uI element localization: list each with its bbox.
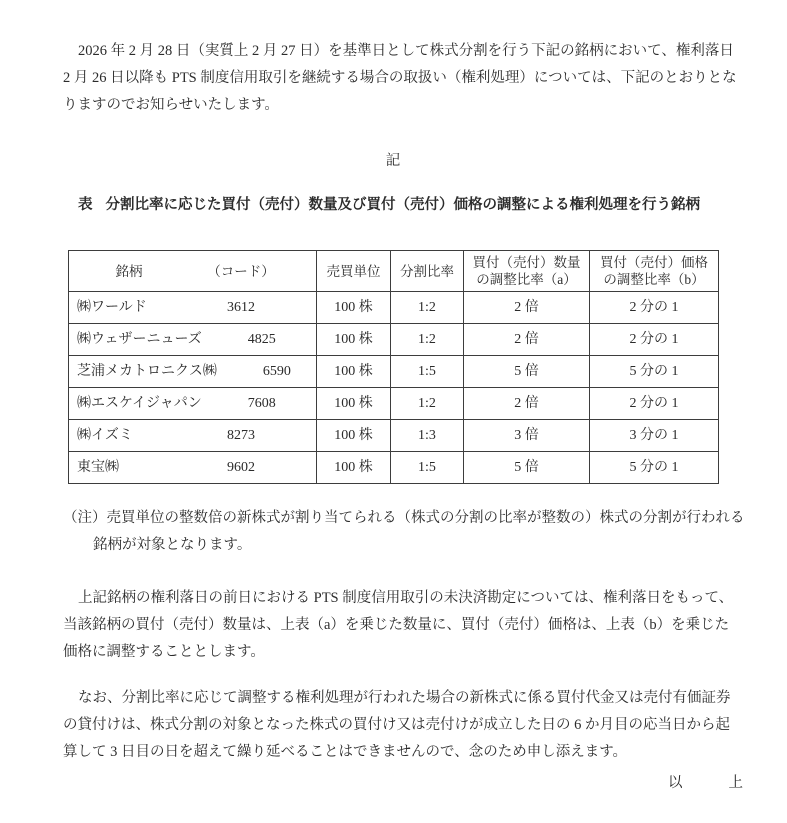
body-line: の貸付けは、株式分割の対象となった株式の買付け又は売付けが成立した日の 6 か月目の応当日から起 (63, 717, 730, 733)
header-qty-line1: 買付（売付）数量 (472, 255, 581, 270)
stock-code: 8273 (227, 428, 255, 443)
stock-code: 6590 (262, 364, 291, 379)
intro-line: 2026 年 2 月 28 日（実質上 2 月 27 日）を基準日として株式分割を行う下記の銘柄において、権利落日 (78, 43, 734, 59)
cell-qty: 2 倍 (464, 324, 590, 356)
cell-qty: 5 倍 (464, 452, 590, 484)
cell-name-code (69, 388, 317, 420)
stock-code: 4825 (247, 332, 276, 347)
stock-name: ㈱ワールド (77, 300, 147, 315)
stock-name: 芝浦メカトロニクス㈱ (77, 364, 217, 379)
closing-char: 上 (728, 775, 743, 791)
closing-char: 以 (668, 775, 683, 791)
header-qty-adjust (464, 251, 590, 292)
cell-name-code (69, 292, 317, 324)
cell-unit: 100 株 (317, 356, 391, 388)
cell-price: 5 分の 1 (590, 356, 719, 388)
table-caption-prefix: 表 (78, 197, 93, 213)
closing-ijou (63, 770, 743, 797)
cell-qty: 2 倍 (464, 292, 590, 324)
stock-name: ㈱ウェザーニューズ (77, 332, 202, 347)
table-row (69, 356, 719, 388)
cell-ratio: 1:3 (391, 420, 464, 452)
header-name-code (69, 251, 317, 292)
cell-price: 2 分の 1 (590, 292, 719, 324)
header-qty-line2: の調整比率（a） (476, 272, 577, 287)
cell-price: 2 分の 1 (590, 388, 719, 420)
table-caption-text: 分割比率に応じた買付（売付）数量及び買付（売付）価格の調整による権利処理を行う銘柄 (105, 197, 700, 213)
body-line: 上記銘柄の権利落日の前日における PTS 制度信用取引の未決済勘定については、権利落日をもって、 (78, 590, 734, 606)
cell-name-code (69, 356, 317, 388)
cell-unit: 100 株 (317, 292, 391, 324)
table-row (69, 324, 719, 356)
cell-ratio: 1:2 (391, 388, 464, 420)
header-code-label: （コード） (207, 263, 275, 279)
body-paragraph-2 (63, 585, 734, 666)
header-price-adjust (590, 251, 719, 292)
cell-ratio: 1:2 (391, 292, 464, 324)
table-caption (63, 192, 725, 219)
cell-unit: 100 株 (317, 452, 391, 484)
note-line: 銘柄が対象となります。 (93, 537, 252, 553)
stock-name: ㈱エスケイジャパン (77, 396, 202, 411)
section-marker-ki: 記 (385, 153, 403, 169)
cell-qty: 5 倍 (464, 356, 590, 388)
header-price-line1: 買付（売付）価格 (600, 255, 708, 270)
table-row (69, 452, 719, 484)
closing-gap (683, 770, 729, 797)
cell-qty: 2 倍 (464, 388, 590, 420)
cell-name-code (69, 324, 317, 356)
note-line: （注）売買単位の整数倍の新株式が割り当てられる（株式の分割の比率が整数の）株式の分割が行われる (63, 510, 745, 526)
cell-name-code (69, 420, 317, 452)
cell-qty: 3 倍 (464, 420, 590, 452)
intro-line: 2 月 26 日以降も PTS 制度信用取引を継続する場合の取扱い（権利処理）については、下記のとおりとな (63, 70, 737, 86)
cell-ratio: 1:5 (391, 356, 464, 388)
cell-ratio: 1:2 (391, 324, 464, 356)
body-line: 当該銘柄の買付（売付）数量は、上表（a）を乗じた数量に、買付（売付）価格は、上表（b）を乗じた (63, 617, 730, 633)
header-unit: 売買単位 (317, 251, 391, 292)
header-split-ratio: 分割比率 (391, 251, 464, 292)
cell-price: 2 分の 1 (590, 324, 719, 356)
cell-name-code (69, 452, 317, 484)
header-name-label: 銘柄 (115, 263, 143, 279)
table-row (69, 292, 719, 324)
table-row (69, 388, 719, 420)
table-row (69, 420, 719, 452)
body-line: なお、分割比率に応じて調整する権利処理が行われた場合の新株式に係る買付代金又は売付有価証券 (78, 690, 731, 706)
cell-price: 5 分の 1 (590, 452, 719, 484)
cell-ratio: 1:5 (391, 452, 464, 484)
stock-name: 東宝㈱ (77, 460, 119, 475)
securities-table (68, 250, 719, 484)
intro-line: りますのでお知らせいたします。 (63, 97, 279, 113)
intro-paragraph (63, 38, 737, 119)
stock-name: ㈱イズミ (77, 428, 133, 443)
stock-code: 7608 (247, 396, 276, 411)
table-header-row (69, 251, 719, 292)
body-line: 算して 3 日目の日を超えて繰り延べることはできませんので、念のため申し添えます。 (63, 744, 628, 760)
cell-price: 3 分の 1 (590, 420, 719, 452)
header-price-line2: の調整比率（b） (603, 272, 705, 287)
cell-unit: 100 株 (317, 420, 391, 452)
cell-unit: 100 株 (317, 388, 391, 420)
stock-code: 3612 (227, 300, 255, 315)
body-line: 価格に調整することとします。 (63, 644, 265, 660)
body-paragraph-3 (63, 685, 731, 766)
cell-unit: 100 株 (317, 324, 391, 356)
stock-code: 9602 (227, 460, 255, 475)
note-paragraph (63, 505, 745, 559)
